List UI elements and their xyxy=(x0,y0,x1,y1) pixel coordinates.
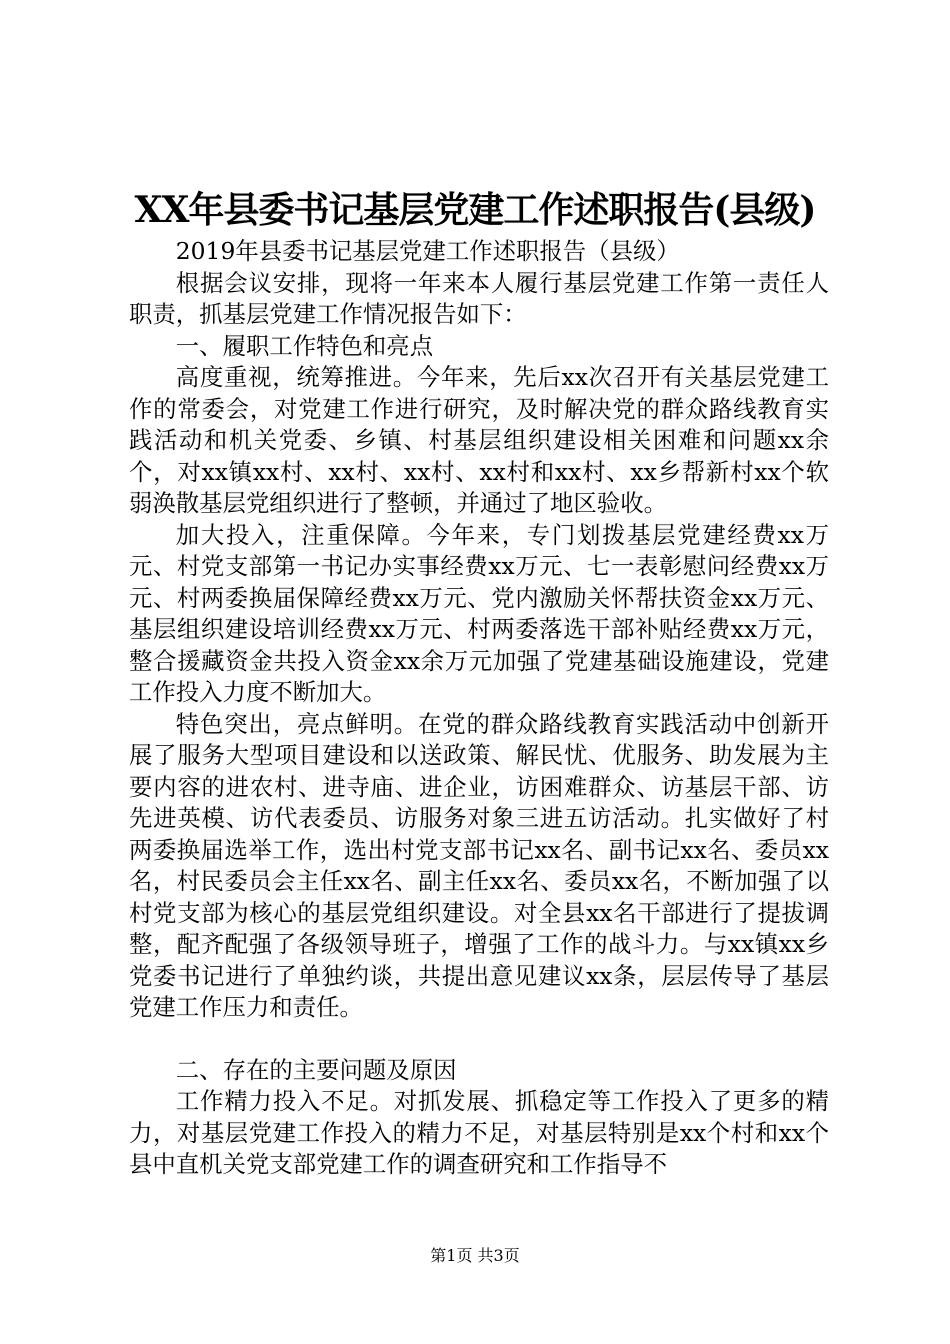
section-heading-2: 二、存在的主要问题及原因 xyxy=(175,1055,457,1084)
document-title: XX年县委书记基层党建工作述职报告(县级) xyxy=(134,189,816,231)
paragraph-subtitle: 2019年县委书记基层党建工作述职报告（县级） xyxy=(175,237,680,265)
section-heading-1: 一、履职工作特色和亮点 xyxy=(175,331,434,360)
paragraph-4: 工作精力投入不足。对抓发展、抓稳定等工作投入了更多的精力，对基层党建工作投入的精力不足，对基层特别是xx个村和xx个县中直机关党支部党建工作的调查研究和工作指导不 xyxy=(129,1087,829,1178)
paragraph-3: 特色突出，亮点鲜明。在党的群众路线教育实践活动中创新开展了服务大型项目建设和以送政策、解民忧、优服务、助发展为主要内容的进农村、进寺庙、进企业，访困难群众、访基层干部、访先进英模、访代表委员、访服务对象三进五访活动。扎实做好了村两委换届选举工作，选出村党支部书记xx名、副书记xx名、委员xx名，村民委员会主任xx名、副主任xx名、委员xx名，不断加强了以村党支部为核心的基层党组织建设。对全县xx名干部进行了提拔调整，配齐配强了各级领导班子，增强了工作的战斗力。与xx镇xx乡党委书记进行了单独约谈，共提出意见建议xx条，层层传导了基层党建工作压力和责任。 xyxy=(129,709,829,1021)
document-body xyxy=(129,236,829,1181)
paragraph-1: 高度重视，统筹推进。今年来，先后xx次召开有关基层党建工作的常委会，对党建工作进行研究，及时解决党的群众路线教育实践活动和机关党委、乡镇、村基层组织建设相关困难和问题xx余个，对xx镇xx村、xx村、xx村、xx村和xx村、xx乡帮新村xx个软弱涣散基层党组织进行了整顿，并通过了地区验收。 xyxy=(129,363,829,517)
paragraph-intro: 根据会议安排，现将一年来本人履行基层党建工作第一责任人职责，抓基层党建工作情况报告如下： xyxy=(129,268,829,328)
paragraph-2: 加大投入，注重保障。今年来，专门划拨基层党建经费xx万元、村党支部第一书记办实事经费xx万元、七一表彰慰问经费xx万元、村两委换届保障经费xx万元、党内激励关怀帮扶资金xx万元、基层组织建设培训经费xx万元、村两委落选干部补贴经费xx万元，整合援藏资金共投入资金xx余万元加强了党建基础设施建设，党建工作投入力度不断加大。 xyxy=(129,520,829,706)
page-footer: 第1页 共3页 xyxy=(430,1246,520,1265)
